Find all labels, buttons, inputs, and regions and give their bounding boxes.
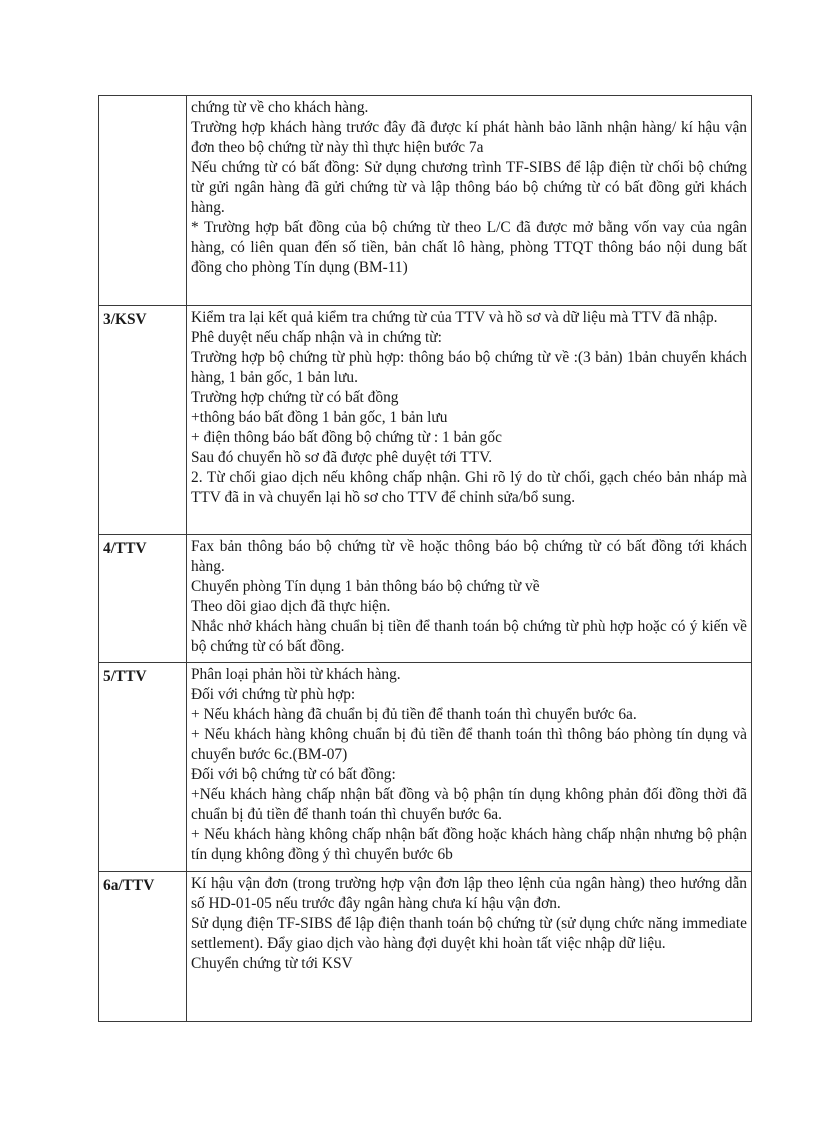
content-line: Nếu chứng từ có bất đồng: Sử dụng chương trình TF-SIBS để lập điện từ chối bộ chứng từ gửi ngân hàng đã gửi chứng từ và lập thông báo bộ chứng từ có bất đồng gửi khách hàng. [191,159,747,216]
content-line: + điện thông báo bất đồng bộ chứng từ : 1 bản gốc [191,429,502,446]
content-cell [187,872,752,1022]
content-line: Đối với chứng từ phù hợp: [191,686,356,703]
content-line: +thông báo bất đồng 1 bản gốc, 1 bản lưu [191,409,448,426]
step-cell [99,96,187,306]
content-line: Kí hậu vận đơn (trong trường hợp vận đơn lập theo lệnh của ngân hàng) theo hướng dẫn số HD-01-05 nếu trước đây ngân hàng chưa kí hậu vận đơn. [191,875,747,912]
content-line: 2. Từ chối giao dịch nếu không chấp nhận. Ghi rõ lý do từ chối, gạch chéo bản nháp mà TTV đã in và chuyển lại hồ sơ cho TTV để chỉnh sửa/bổ sung. [191,469,747,506]
content-cell [187,306,752,535]
content-cell [187,96,752,306]
content-cell [187,663,752,872]
content-line: + Nếu khách hàng đã chuẩn bị đủ tiền để thanh toán thì chuyển bước 6a. [191,706,637,723]
step-cell: 6a/TTV [99,872,187,1022]
content-line: Sử dụng điện TF-SIBS để lập điện thanh toán bộ chứng từ (sử dụng chức năng immediate settlement). Đẩy giao dịch vào hàng đợi duyệt khi hoàn tất việc nhập dữ liệu. [191,915,747,952]
table-row [99,872,752,1022]
content-line: Nhắc nhở khách hàng chuẩn bị tiền để thanh toán bộ chứng từ phù hợp hoặc có ý kiến về bộ chứng từ có bất đồng. [191,618,747,655]
content-line: + Nếu khách hàng không chuẩn bị đủ tiền để thanh toán thì thông báo phòng tín dụng và chuyển bước 6c.(BM-07) [191,726,747,763]
table-row [99,96,752,306]
content-line: Trường hợp bộ chứng từ phù hợp: thông báo bộ chứng từ về :(3 bản) 1bản chuyển khách hàng, 1 bản gốc, 1 bản lưu. [191,349,747,386]
content-line: Fax bản thông báo bộ chứng từ về hoặc thông báo bộ chứng từ có bất đồng tới khách hàng. [191,538,747,575]
content-line: Chuyển phòng Tín dụng 1 bản thông báo bộ chứng từ về [191,578,540,595]
content-line: Kiểm tra lại kết quả kiểm tra chứng từ của TTV và hồ sơ và dữ liệu mà TTV đã nhập. [191,309,718,326]
content-line: Chuyển chứng từ tới KSV [191,955,353,972]
content-line: chứng từ về cho khách hàng. [191,99,369,116]
content-line: Trường hợp chứng từ có bất đồng [191,389,399,406]
content-line: +Nếu khách hàng chấp nhận bất đồng và bộ phận tín dụng không phản đối đồng thời đã chuẩn bị đủ tiền để thanh toán thì chuyển bước 6a. [191,786,747,823]
step-cell: 4/TTV [99,535,187,663]
content-line: Theo dõi giao dịch đã thực hiện. [191,598,391,615]
table-row [99,535,752,663]
table-row [99,663,752,872]
content-line: Phê duyệt nếu chấp nhận và in chứng từ: [191,329,442,346]
step-cell: 5/TTV [99,663,187,872]
procedure-table [98,95,752,1022]
content-cell [187,535,752,663]
content-line: Phân loại phản hồi từ khách hàng. [191,666,401,683]
content-line: * Trường hợp bất đồng của bộ chứng từ theo L/C đã được mở bằng vốn vay của ngân hàng, có liên quan đến số tiền, bản chất lô hàng, phòng TTQT thông báo nội dung bất đồng cho phòng Tín dụng (BM-11) [191,219,747,276]
content-line: + Nếu khách hàng không chấp nhận bất đồng hoặc khách hàng chấp nhận nhưng bộ phận tín dụng không đồng ý thì chuyển bước 6b [191,826,747,863]
step-cell: 3/KSV [99,306,187,535]
content-line: Sau đó chuyển hồ sơ đã được phê duyệt tới TTV. [191,449,493,466]
table-row [99,306,752,535]
content-line: Đối với bộ chứng từ có bất đồng: [191,766,396,783]
content-line: Trường hợp khách hàng trước đây đã được kí phát hành bảo lãnh nhận hàng/ kí hậu vận đơn theo bộ chứng từ này thì thực hiện bước 7a [191,119,747,156]
